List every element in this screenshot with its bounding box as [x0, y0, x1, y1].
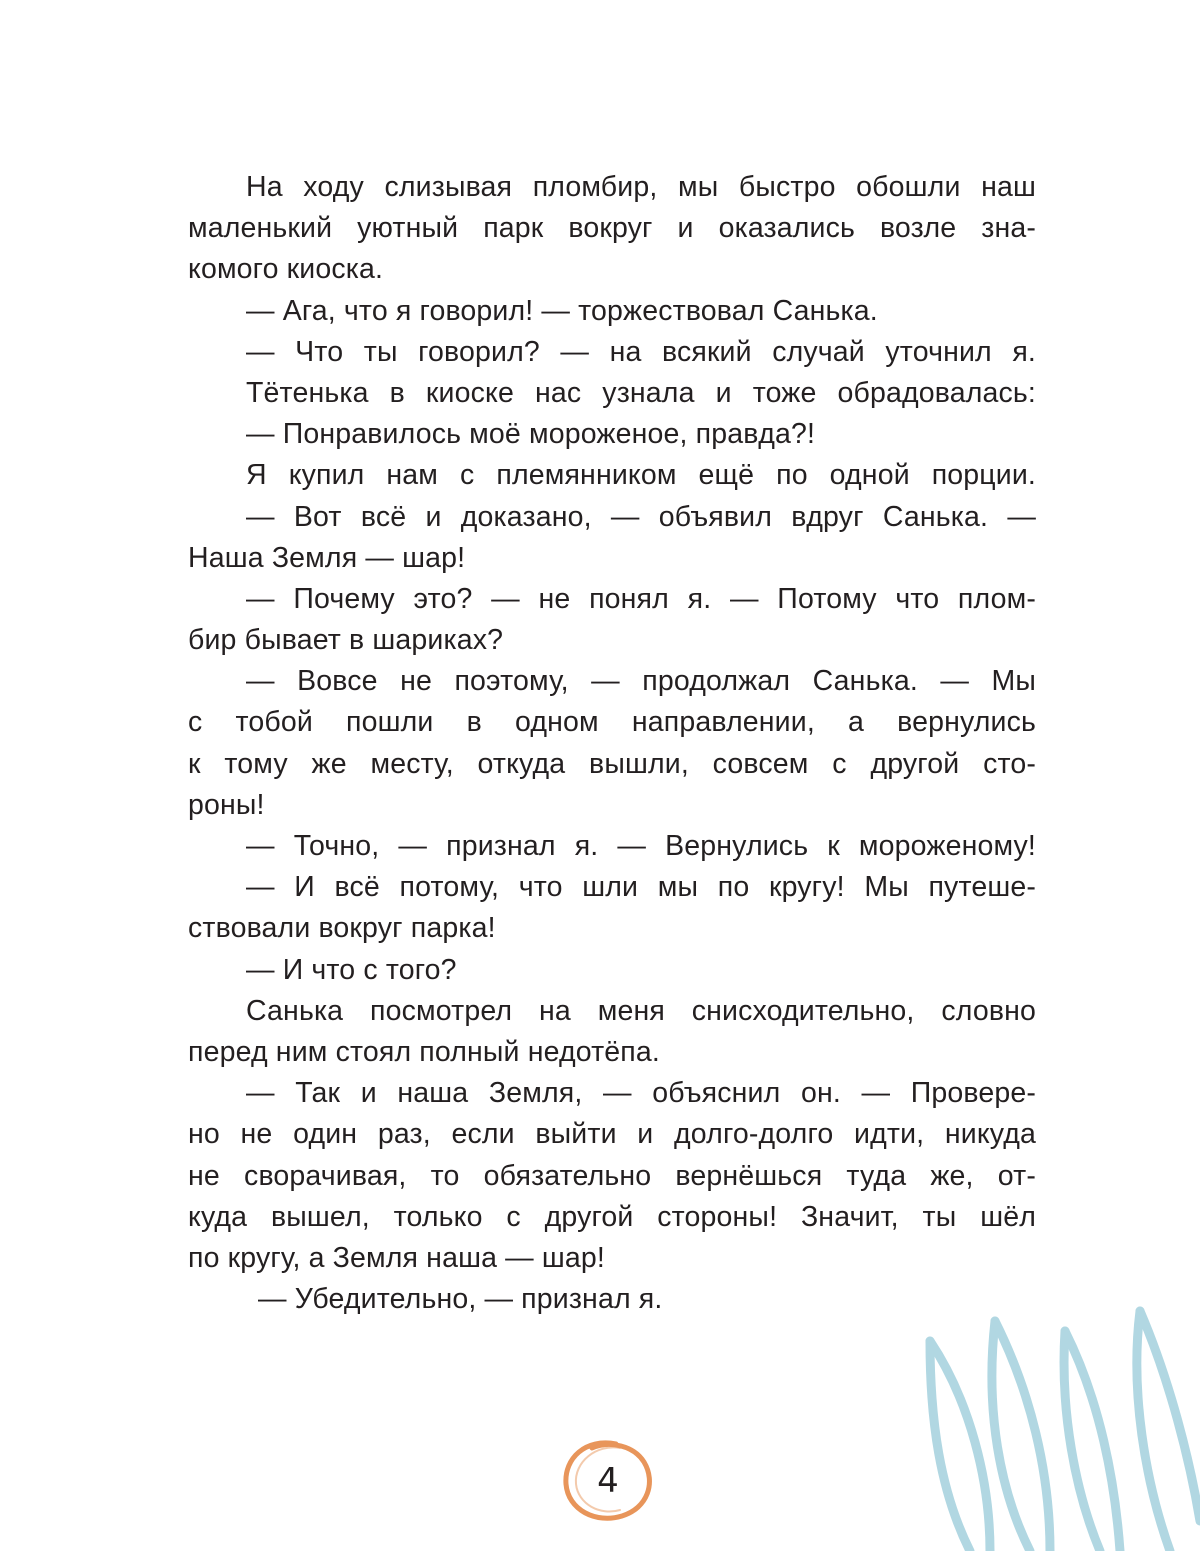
- text-line: куда вышел, только с другой стороны! Значит, ты шёл: [188, 1200, 1036, 1233]
- text-line: — Убедительно, — признал я.: [258, 1283, 663, 1316]
- text-line: перед ним стоял полный недотёпа.: [188, 1035, 660, 1068]
- story-text: [188, 167, 1036, 1320]
- text-line: Тётенька в киоске нас узнала и тоже обрадовалась:: [246, 376, 1036, 409]
- text-line: — Что ты говорил? — на всякий случай уточнил я.: [246, 335, 1036, 368]
- text-line: — Точно, — признал я. — Вернулись к мороженому!: [246, 830, 1036, 862]
- text-line: Санька посмотрел на меня снисходительно, словно: [246, 994, 1036, 1027]
- text-line: по кругу, а Земля наша — шар!: [188, 1241, 605, 1274]
- text-line: бир бывает в шариках?: [188, 624, 504, 657]
- text-line: но не один раз, если выйти и долго-долго идти, никуда: [188, 1118, 1036, 1151]
- text-line: роны!: [188, 788, 265, 821]
- leaf-decoration: [900, 1301, 1200, 1551]
- text-line: На ходу слизывая пломбир, мы быстро обошли наш: [246, 171, 1036, 203]
- text-line: ствовали вокруг парка!: [188, 912, 496, 945]
- text-line: — Вот всё и доказано, — объявил вдруг Санька. —: [246, 500, 1036, 533]
- text-line: — Так и наша Земля, — объяснил он. — Провере-: [246, 1077, 1036, 1110]
- page-number: 4: [597, 1461, 619, 1501]
- text-line: Наша Земля — шар!: [188, 541, 466, 574]
- text-line: — И что с того?: [246, 953, 457, 986]
- text-line: — И всё потому, что шли мы по кругу! Мы путеше-: [246, 871, 1036, 904]
- text-line: с тобой пошли в одном направлении, а вернулись: [188, 706, 1036, 739]
- text-line: — Почему это? — не понял я. — Потому что плом-: [246, 582, 1036, 615]
- text-line: — Понравилось моё мороженое, правда?!: [246, 418, 816, 451]
- text-line: к тому же месту, откуда вышли, совсем с другой сто-: [188, 747, 1036, 780]
- page-number-badge: [556, 1432, 660, 1528]
- text-line: комого киоска.: [188, 253, 384, 286]
- text-line: не сворачивая, то обязательно вернёшься туда же, от-: [188, 1159, 1036, 1192]
- text-line: — Вовсе не поэтому, — продолжал Санька. — Мы: [246, 665, 1036, 698]
- text-line: маленький уютный парк вокруг и оказались возле зна-: [188, 212, 1036, 245]
- text-line: Я купил нам с племянником ещё по одной порции.: [246, 459, 1036, 492]
- text-line: — Ага, что я говорил! — торжествовал Санька.: [246, 294, 878, 327]
